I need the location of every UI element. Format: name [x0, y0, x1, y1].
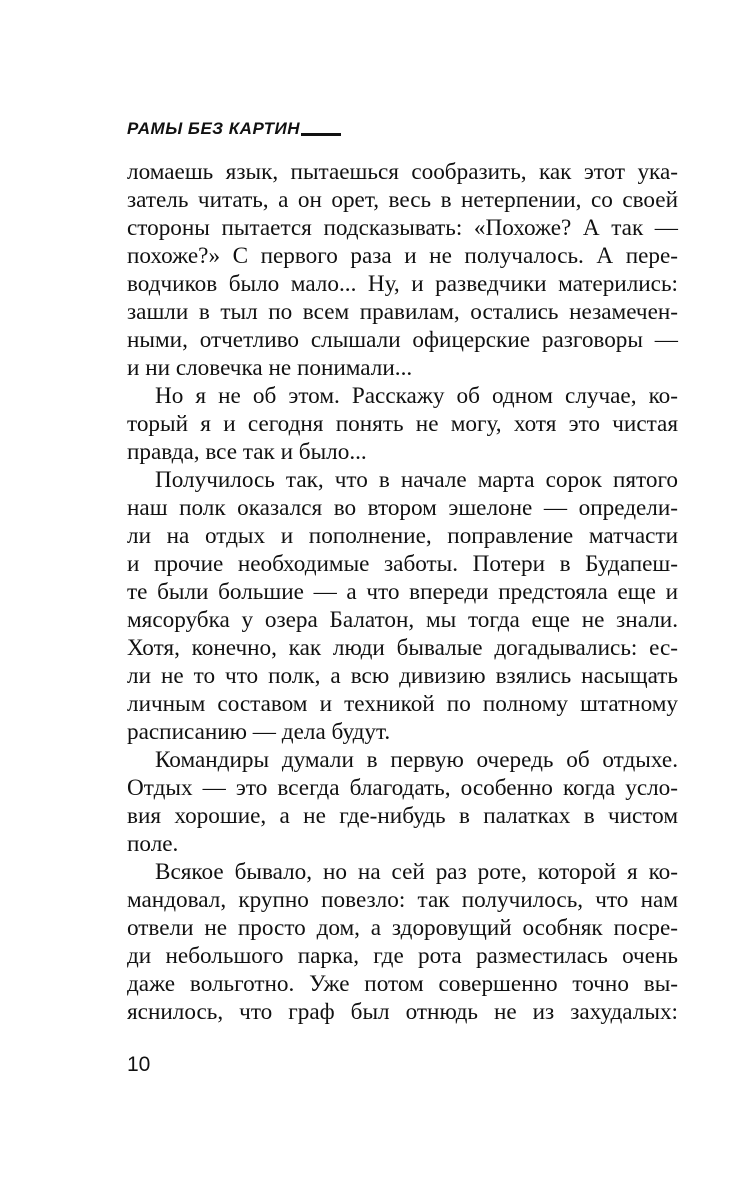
text-line: ли не то что полк, а всю дивизию взялись насыщать [127, 663, 678, 689]
paragraph [127, 858, 678, 1026]
running-header-title: РАМЫ БЕЗ КАРТИН [127, 119, 301, 138]
text-line: Всякое бывало, но на сей раз роте, которой я ко- [155, 859, 678, 885]
text-line: Командиры думали в первую очередь об отдыхе. [155, 747, 678, 773]
text-line: расписанию — дела будут. [127, 719, 391, 745]
text-line: личным составом и техникой по полному штатному [127, 691, 678, 717]
text-line: вия хорошие, а не где-нибудь в палатках в чистом [127, 803, 678, 829]
text-line: мандовал, крупно повезло: так получилось, что нам [127, 887, 678, 913]
text-line: ли на отдых и пополнение, поправление матчасти [127, 523, 678, 549]
running-header [127, 119, 341, 139]
text-line: ломаешь язык, пытаешься сообразить, как этот ука- [127, 159, 678, 185]
text-line: те были большие — а что впереди предстояла еще и [127, 579, 678, 605]
paragraph [127, 466, 678, 746]
text-line: ди небольшого парка, где рота разместилась очень [127, 943, 678, 969]
paragraph [127, 746, 678, 858]
text-line: затель читать, а он орет, весь в нетерпении, со своей [127, 187, 678, 213]
text-line: Хотя, конечно, как люди бывалые догадывались: ес- [127, 635, 678, 661]
text-line: мясорубка у озера Балатон, мы тогда еще не знали. [127, 607, 678, 633]
text-line: правда, все так и было... [127, 439, 367, 465]
paragraph [127, 158, 678, 382]
text-line: и ни словечка не понимали... [127, 355, 413, 381]
text-line: водчиков было мало... Ну, и разведчики матерились: [127, 271, 678, 297]
text-line: и прочие необходимые заботы. Потери в Будапеш- [127, 551, 678, 577]
text-line: стороны пытается подсказывать: «Похоже? А так — [127, 215, 678, 241]
text-line: ными, отчетливо слышали офицерские разговоры — [127, 327, 678, 353]
text-line: наш полк оказался во втором эшелоне — определи- [127, 495, 678, 521]
page-number: 10 [127, 1053, 151, 1076]
text-line: зашли в тыл по всем правилам, остались незамечен- [127, 299, 678, 325]
text-line: отвели не просто дом, а здоровущий особняк посре- [127, 915, 678, 941]
text-line: торый я и сегодня понять не могу, хотя это чистая [127, 411, 678, 437]
text-line: даже вольготно. Уже потом совершенно точно вы- [127, 971, 678, 997]
text-line: Получилось так, что в начале марта сорок пятого [155, 467, 678, 493]
text-line: поле. [127, 831, 179, 857]
text-line: Отдых — это всегда благодать, особенно когда усло- [127, 775, 678, 801]
text-line: яснилось, что граф был отнюдь не из захудалых: [127, 999, 678, 1025]
body-text [127, 158, 678, 1026]
header-rule [301, 133, 341, 136]
text-line: похоже?» С первого раза и не получалось. А пере- [127, 243, 678, 269]
paragraph [127, 382, 678, 466]
text-line: Но я не об этом. Расскажу об одном случае, ко- [155, 383, 678, 409]
